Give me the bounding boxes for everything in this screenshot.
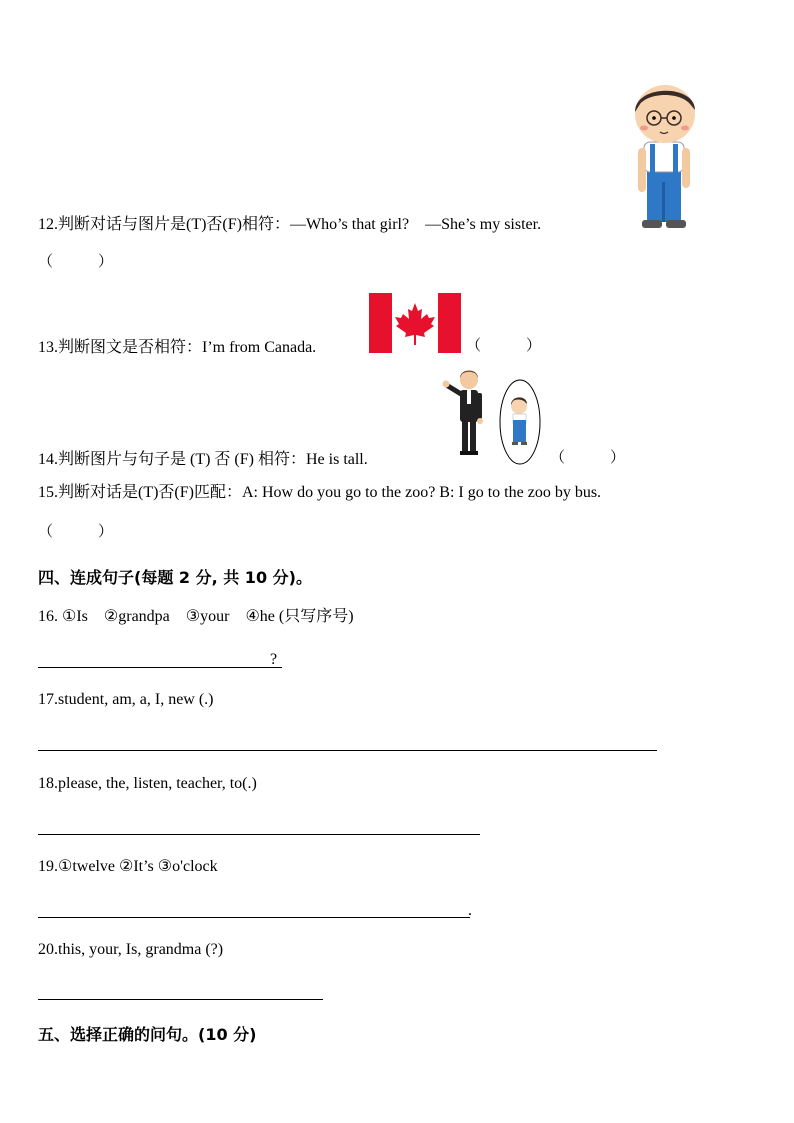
question-20-answer-line[interactable]	[38, 999, 323, 1000]
question-12-answer-blank[interactable]: （ ）	[38, 254, 114, 270]
question-13-answer-blank[interactable]: （ ）	[466, 338, 542, 354]
section-4-title: 四、连成句子(每题 2 分, 共 10 分)。	[38, 568, 312, 587]
question-19-answer-end: .	[468, 902, 472, 919]
small-boy-in-oval-illustration	[499, 378, 541, 466]
question-12: 12.判断对话与图片是(T)否(F)相符：—Who’s that girl? —She’s my sister.	[38, 216, 542, 233]
question-20: 20.this, your, Is, grandma (?)	[38, 941, 224, 958]
section-5-title: 五、选择正确的问句。(10 分)	[38, 1025, 257, 1044]
cartoon-boy-illustration	[630, 82, 700, 232]
question-19: 19.①twelve ②It’s ③o'clock	[38, 858, 218, 875]
question-16-answer-line[interactable]	[38, 667, 282, 668]
question-15: 15.判断对话是(T)否(F)匹配：A: How do you go to the zoo? B: I go to the zoo by bus.	[38, 484, 602, 501]
question-13: 13.判断图文是否相符：I’m from Canada.	[38, 339, 317, 356]
question-18-answer-line[interactable]	[38, 834, 480, 835]
canada-flag-icon	[369, 293, 461, 353]
question-19-answer-line[interactable]	[38, 917, 470, 918]
question-17: 17.student, am, a, I, new (.)	[38, 691, 214, 708]
question-14: 14.判断图片与句子是 (T) 否 (F) 相符：He is tall.	[38, 451, 368, 468]
question-14-answer-blank[interactable]: （ ）	[550, 450, 626, 466]
question-16-answer-end: ?	[270, 651, 278, 668]
question-17-answer-line[interactable]	[38, 750, 657, 751]
question-18: 18.please, the, listen, teacher, to(.)	[38, 775, 257, 792]
tall-man-illustration	[440, 368, 490, 458]
question-16: 16. ①Is ②grandpa ③your ④he (只写序号)	[38, 608, 354, 625]
question-15-answer-blank[interactable]: （ ）	[38, 524, 114, 540]
